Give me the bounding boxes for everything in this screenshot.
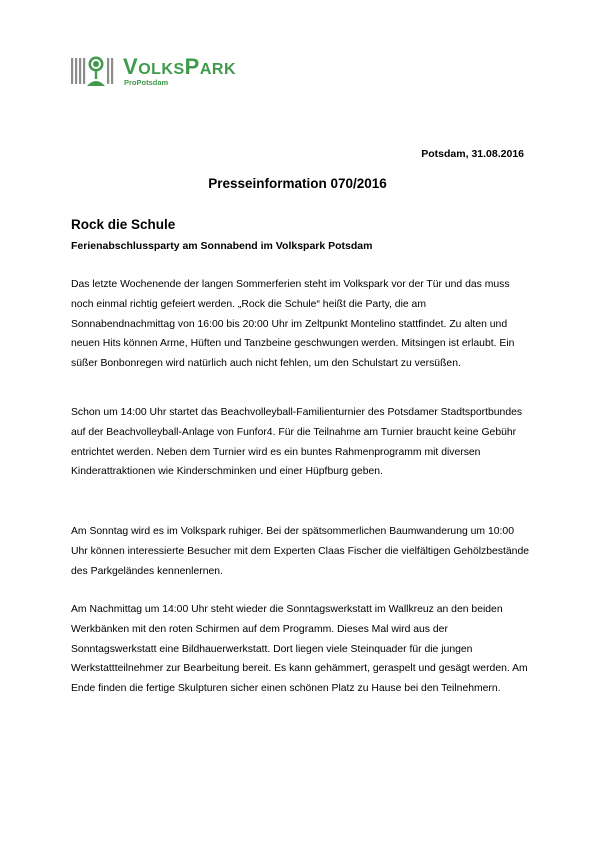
logo-wordmark: VOLKSPARK: [123, 54, 236, 79]
article-paragraph: Schon um 14:00 Uhr startet das Beachvolleyball-Familienturnier des Potsdamer Stadtsportbundes auf der Beachvolleyball-Anlage von Funfor4. Für die Teilnahme am Turnier braucht keine Gebühr entrichtet werden. Neben dem Turnier wird es ein buntes Rahmenprogramm mit diversen Kinderattraktionen wie Kinderschminken und einer Hüpfburg geben.: [71, 407, 523, 478]
document-date: Potsdam, 31.08.2016: [421, 148, 524, 160]
article-paragraph: Das letzte Wochenende der langen Sommerferien steht im Volkspark vor der Tür und das muss noch einmal richtig gefeiert werden. „Rock die Schule“ heißt die Party, die am Sonnabendnachmittag von 16:00 bis 20:00 Uhr im Zeltpunkt Montelino stattfindet. Zu alten und neuen Hits können Arme, Hüften und Tanzbeine geschwungen werden. Mitsingen ist erlaubt. Ein süßer Bonbonregen wird natürlich auch nicht fehlen, um den Schulstart zu versüßen.: [71, 279, 515, 370]
document-title: Presseinformation 070/2016: [208, 176, 387, 191]
article-headline: Rock die Schule: [71, 217, 176, 232]
article-subheadline: Ferienabschlussparty am Sonnabend im Volkspark Potsdam: [71, 240, 373, 252]
article-paragraph: Am Nachmittag um 14:00 Uhr steht wieder die Sonntagswerkstatt im Wallkreuz an den beiden Werkbänken mit den roten Schirmen auf dem Programm. Dieses Mal wird aus der Sonntagswerkstatt eine Bildhauerwerkstatt. Dort liegen viele Steinquader für die jungen Werkstattteilnehmer zur Bearbeitung bereit. Es kann gehämmert, geraspelt und gesägt werden. Am Ende finden die fertige Skulpturen sicher einen schönen Platz zu Hause bei den Teilnehmern.: [71, 604, 528, 695]
logo-subtitle: ProPotsdam: [124, 78, 169, 87]
article-paragraph: Am Sonntag wird es im Volkspark ruhiger. Bei der spätsommerlichen Baumwanderung um 10:00 Uhr können interessierte Besucher mit dem Experten Claas Fischer die vielfältigen Gehölzbestände des Parkgeländes kennenlernen.: [71, 526, 529, 577]
volkspark-logo: [71, 55, 261, 89]
volkspark-tree-icon: [71, 55, 115, 87]
